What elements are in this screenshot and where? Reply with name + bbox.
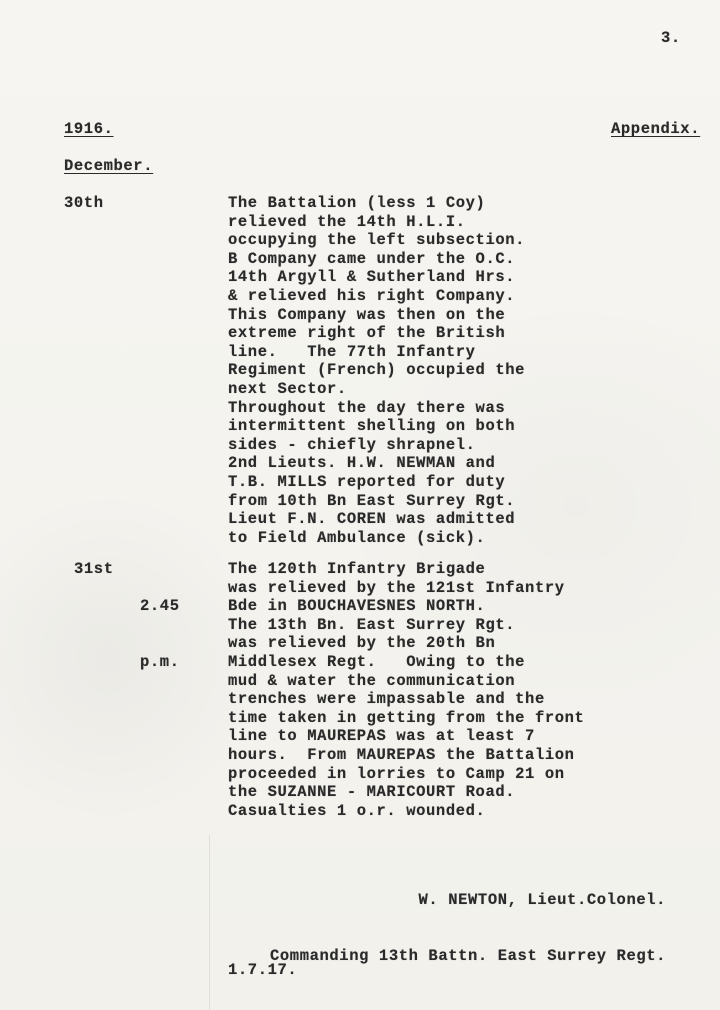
signature-name: W. NEWTON, Lieut.Colonel. xyxy=(418,891,667,910)
signature-block xyxy=(270,854,666,1003)
entry-time-31-meridiem: p.m. xyxy=(140,652,180,671)
paper-fold-line xyxy=(209,835,210,1010)
signature-title: Commanding 13th Battn. East Surrey Regt. xyxy=(270,946,667,965)
entry-text-30: The Battalion (less 1 Coy) relieved the 14th H.L.I. occupying the left subsection. B Company came under the O.C. 14th Argyll & Sutherland Hrs. & relieved his right Company. This Company was then on the extreme right of the British line. The 77th Infantry Regiment (French) occupied the next Sector. Throughout the day there was intermittent shelling on both sides - chiefly shrapnel. 2nd Lieuts. H.W. NEWMAN and T.B. MILLS reported for duty from 10th Bn East Surrey Rgt. Lieut F.N. COREN was admitted to Field Ambulance (sick). xyxy=(228,194,526,547)
year-heading: 1916. xyxy=(64,120,114,138)
entry-day-30: 30th xyxy=(64,194,104,212)
entry-time-31 xyxy=(140,560,200,709)
entry-day-31: 31st xyxy=(74,560,114,578)
document-date: 1.7.17. xyxy=(228,961,298,979)
entry-time-31-hour: 2.45 xyxy=(140,597,180,616)
page-number: 3. xyxy=(661,29,681,47)
month-heading: December. xyxy=(64,157,154,175)
entry-text-31: The 120th Infantry Brigade was relieved by the 121st Infantry Bde in BOUCHAVESNES NORTH. The 13th Bn. East Surrey Rgt. was relieved by the 20th Bn Middlesex Regt. Owing to the mud & water the communication trenches were impassable and the time taken in getting from the front line to MAUREPAS was at least 7 hours. From MAUREPAS the Battalion proceeded in lorries to Camp 21 on the SUZANNE - MARICOURT Road. Casualties 1 o.r. wounded. xyxy=(228,560,585,820)
appendix-heading: Appendix. xyxy=(611,120,701,138)
